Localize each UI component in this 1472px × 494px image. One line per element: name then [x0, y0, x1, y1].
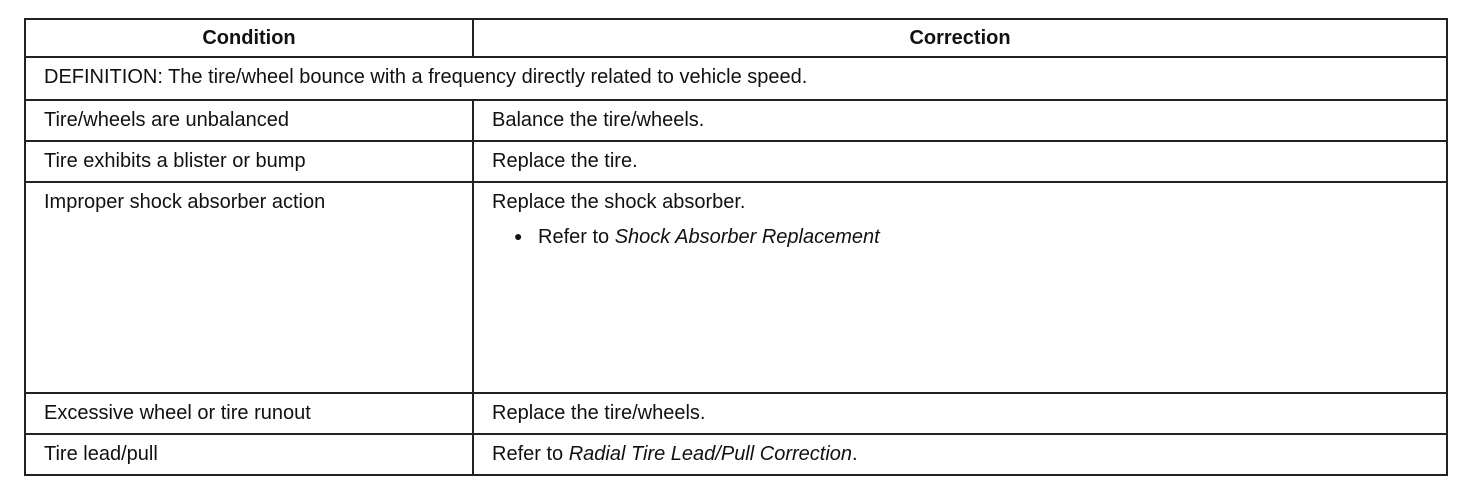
correction-cell — [473, 182, 1447, 393]
reference-link[interactable]: Shock Absorber Replacement — [614, 226, 880, 248]
diagnostic-table — [24, 18, 1448, 476]
table-row — [25, 434, 1447, 475]
definition-text: DEFINITION: The tire/wheel bounce with a frequency directly related to vehicle speed. — [25, 57, 1447, 100]
bullet-item — [492, 224, 1434, 249]
correction-cell: Replace the tire/wheels. — [473, 393, 1447, 434]
header-row — [25, 19, 1447, 57]
table-row — [25, 182, 1447, 393]
correction-prefix: Refer to — [492, 443, 564, 465]
bullet-prefix: Refer to — [538, 226, 610, 248]
table-row — [25, 141, 1447, 182]
correction-cell: Balance the tire/wheels. — [473, 100, 1447, 141]
correction-cell — [473, 434, 1447, 475]
correction-text: Replace the shock absorber. — [492, 191, 746, 213]
condition-cell: Tire exhibits a blister or bump — [25, 141, 473, 182]
correction-cell: Replace the tire. — [473, 141, 1447, 182]
correction-suffix: . — [852, 443, 858, 465]
condition-cell: Excessive wheel or tire runout — [25, 393, 473, 434]
table-row — [25, 100, 1447, 141]
condition-header: Condition — [25, 19, 473, 57]
bullet-icon: ● — [514, 228, 523, 244]
condition-cell: Tire lead/pull — [25, 434, 473, 475]
correction-header: Correction — [473, 19, 1447, 57]
condition-cell: Improper shock absorber action — [25, 182, 473, 393]
reference-link[interactable]: Radial Tire Lead/Pull Correction — [568, 443, 853, 465]
definition-row — [25, 57, 1447, 100]
condition-cell: Tire/wheels are unbalanced — [25, 100, 473, 141]
table-row — [25, 393, 1447, 434]
